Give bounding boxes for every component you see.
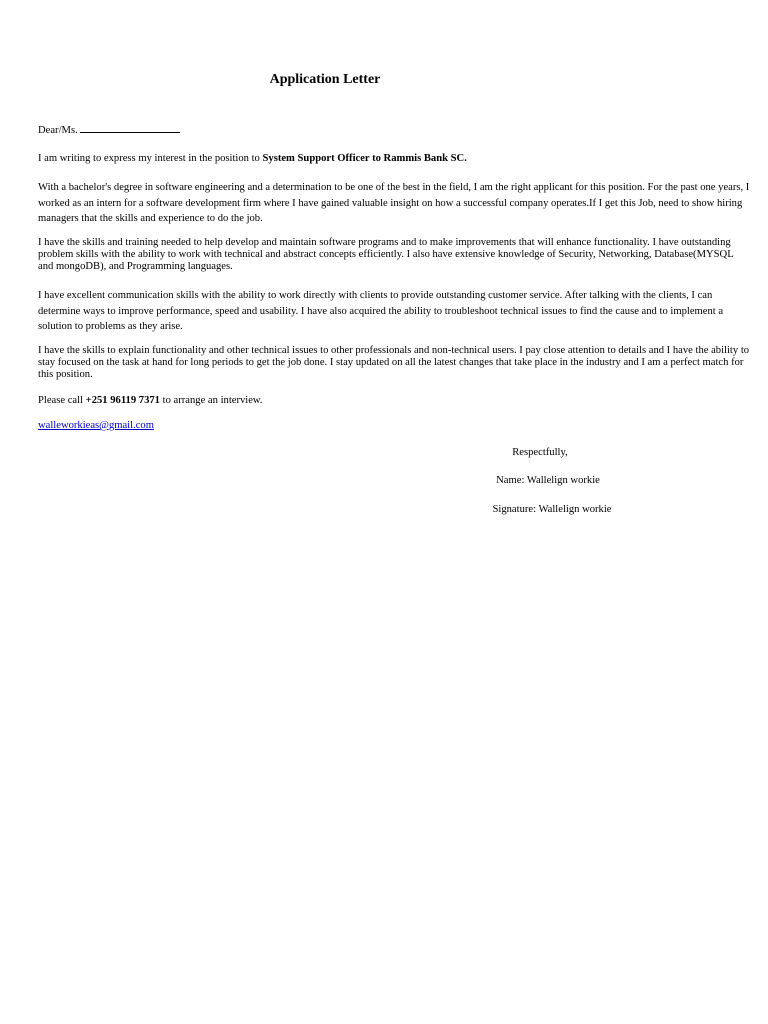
intro-text: I am writing to express my interest in the position to — [38, 153, 260, 164]
paragraph-skills: I have the skills and training needed to help develop and maintain software programs and to make improvements that will enhance functionality. I have outstanding problem skills with the ability to work with technical and abstract concepts efficiently. I also have extensive knowledge of Security, Networking, Database(MYSQL and mongoDB), and Programming languages. — [38, 237, 734, 272]
salutation: Dear/Ms. — [38, 125, 78, 136]
call-suffix: to arrange an interview. — [162, 395, 263, 406]
paragraph-details: I have the skills to explain functionality and other technical issues to other professionals and non-technical users. I pay close attention to details and I have the ability to stay focused on the task at hand for long periods to get the job done. I stay updated on all the latest changes that take place in the industry and I am a perfect match for this position. — [38, 345, 750, 380]
salutation-line — [38, 123, 750, 138]
phone-number: +251 96119 7371 — [85, 395, 160, 406]
closing: Respectfully, — [512, 447, 568, 458]
position-name: System Support Officer to Rammis Bank SC. — [262, 153, 467, 164]
name-line: Name: Wallelign workie — [496, 475, 600, 486]
letter-title: Application Letter — [269, 72, 381, 87]
paragraph-communication: I have excellent communication skills with the ability to work directly with clients to provide outstanding customer service. After talking with the clients, I can determine ways to improve performance, speed and usability. I have also acquired the ability to troubleshoot technical issues to find the cause and to implement a solution to problems as they arise. — [38, 290, 724, 332]
email-line — [38, 418, 750, 433]
paragraph-experience: With a bachelor's degree in software engineering and a determination to be one of the best in the field, I am the right applicant for this position. For the past one years, I worked as an intern for a software development firm where I have gained valuable insight on how a successful company operates.If I get this Job, need to show hiring managers that the skills and experience to do the job. — [38, 182, 750, 224]
email-link[interactable]: walleworkieas@gmail.com — [38, 420, 154, 431]
intro-paragraph — [38, 151, 750, 166]
signature-line: Signature: Wallelign workie — [492, 504, 612, 515]
call-line — [38, 393, 750, 408]
recipient-blank — [80, 123, 180, 133]
call-prefix: Please call — [38, 395, 84, 406]
